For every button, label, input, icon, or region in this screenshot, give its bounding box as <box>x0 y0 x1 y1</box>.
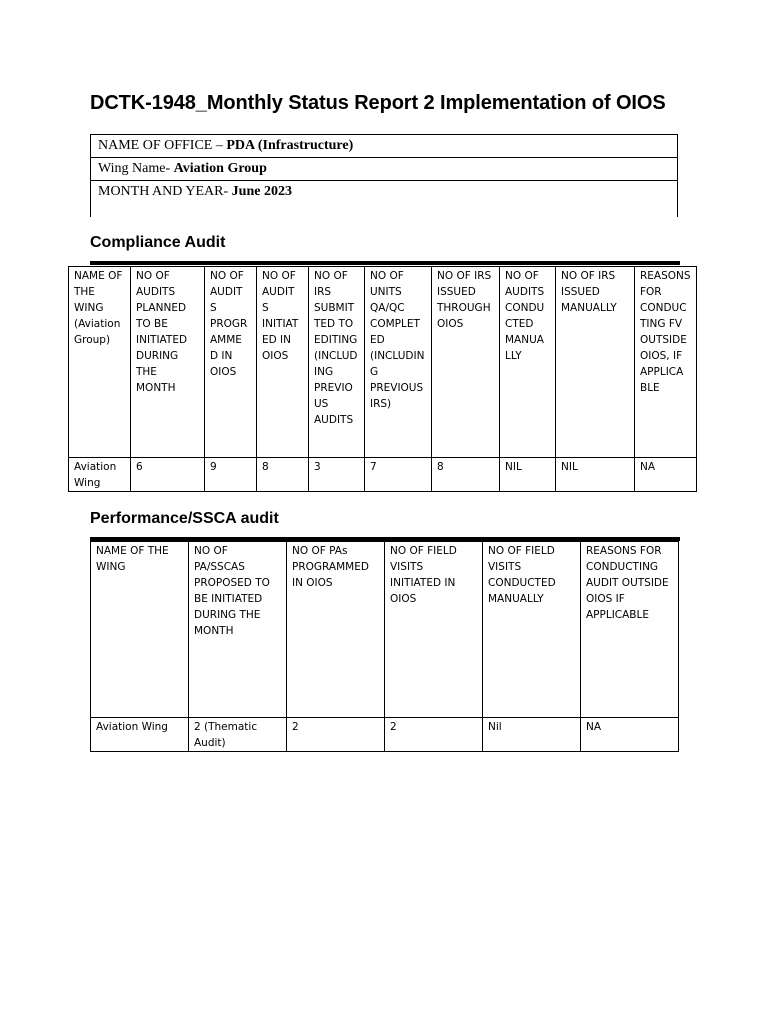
column-header: NO OF AUDITS CONDU CTED MANUA LLY <box>500 267 556 458</box>
table-cell: Aviation Wing <box>69 458 131 492</box>
office-value: PDA (Infrastructure) <box>226 138 354 153</box>
table-cell: Nil <box>483 718 581 752</box>
column-header: NO OF IRS ISSUED THROUGH OIOS <box>432 267 500 458</box>
month-label: MONTH AND YEAR- <box>98 184 232 199</box>
table-row <box>91 718 679 752</box>
column-header: NO OF AUDIT S INITIAT ED IN OIOS <box>257 267 309 458</box>
column-header: NAME OF THE WING <box>91 542 189 718</box>
table-cell: 2 (Thematic Audit) <box>189 718 287 752</box>
column-header: NO OF UNITS QA/QC COMPLET ED (INCLUDIN G PREVIOUS IRS) <box>365 267 432 458</box>
column-header: NO OF FIELD VISITS CONDUCTED MANUALLY <box>483 542 581 718</box>
office-label: NAME OF OFFICE – <box>98 138 227 153</box>
month-row <box>91 181 677 218</box>
table-cell: 8 <box>432 458 500 492</box>
month-value: June 2023 <box>231 184 292 199</box>
document-title: DCTK-1948_Monthly Status Report 2 Implementation of OIOS <box>90 92 666 114</box>
column-header: REASONS FOR CONDUC TING FV OUTSIDE OIOS, IF APPLICA BLE <box>635 267 697 458</box>
table-cell: 3 <box>309 458 365 492</box>
wing-label: Wing Name- <box>98 161 174 176</box>
table-cell: 2 <box>385 718 483 752</box>
column-header: NO OF IRS SUBMIT TED TO EDITING (INCLUD ING PREVIO US AUDITS <box>309 267 365 458</box>
office-row <box>91 135 677 158</box>
table-cell: 7 <box>365 458 432 492</box>
table-cell: 2 <box>287 718 385 752</box>
table-cell: 6 <box>131 458 205 492</box>
column-header: NO OF AUDIT S PROGR AMME D IN OIOS <box>205 267 257 458</box>
table-cell: NA <box>581 718 679 752</box>
column-header: NO OF PAs PROGRAMMED IN OIOS <box>287 542 385 718</box>
column-header: NAME OF THE WING (Aviation Group) <box>69 267 131 458</box>
table-row <box>69 458 697 492</box>
wing-row <box>91 158 677 181</box>
table-cell: 9 <box>205 458 257 492</box>
table-cell: NIL <box>500 458 556 492</box>
compliance-audit-heading: Compliance Audit <box>90 234 226 251</box>
table-cell: NIL <box>556 458 635 492</box>
table-cell: 8 <box>257 458 309 492</box>
table-header-row <box>91 542 679 718</box>
column-header: NO OF IRS ISSUED MANUALLY <box>556 267 635 458</box>
column-header: REASONS FOR CONDUCTING AUDIT OUTSIDE OIOS IF APPLICABLE <box>581 542 679 718</box>
compliance-audit-table <box>68 266 697 492</box>
table-header-row <box>69 267 697 458</box>
performance-audit-table <box>90 541 679 752</box>
column-header: NO OF AUDITS PLANNED TO BE INITIATED DURING THE MONTH <box>131 267 205 458</box>
table-cell: NA <box>635 458 697 492</box>
office-info-box <box>90 134 678 217</box>
table-cell: Aviation Wing <box>91 718 189 752</box>
performance-audit-heading: Performance/SSCA audit <box>90 510 279 527</box>
wing-value: Aviation Group <box>173 161 267 176</box>
column-header: NO OF PA/SSCAS PROPOSED TO BE INITIATED DURING THE MONTH <box>189 542 287 718</box>
section-divider <box>90 261 680 265</box>
column-header: NO OF FIELD VISITS INITIATED IN OIOS <box>385 542 483 718</box>
